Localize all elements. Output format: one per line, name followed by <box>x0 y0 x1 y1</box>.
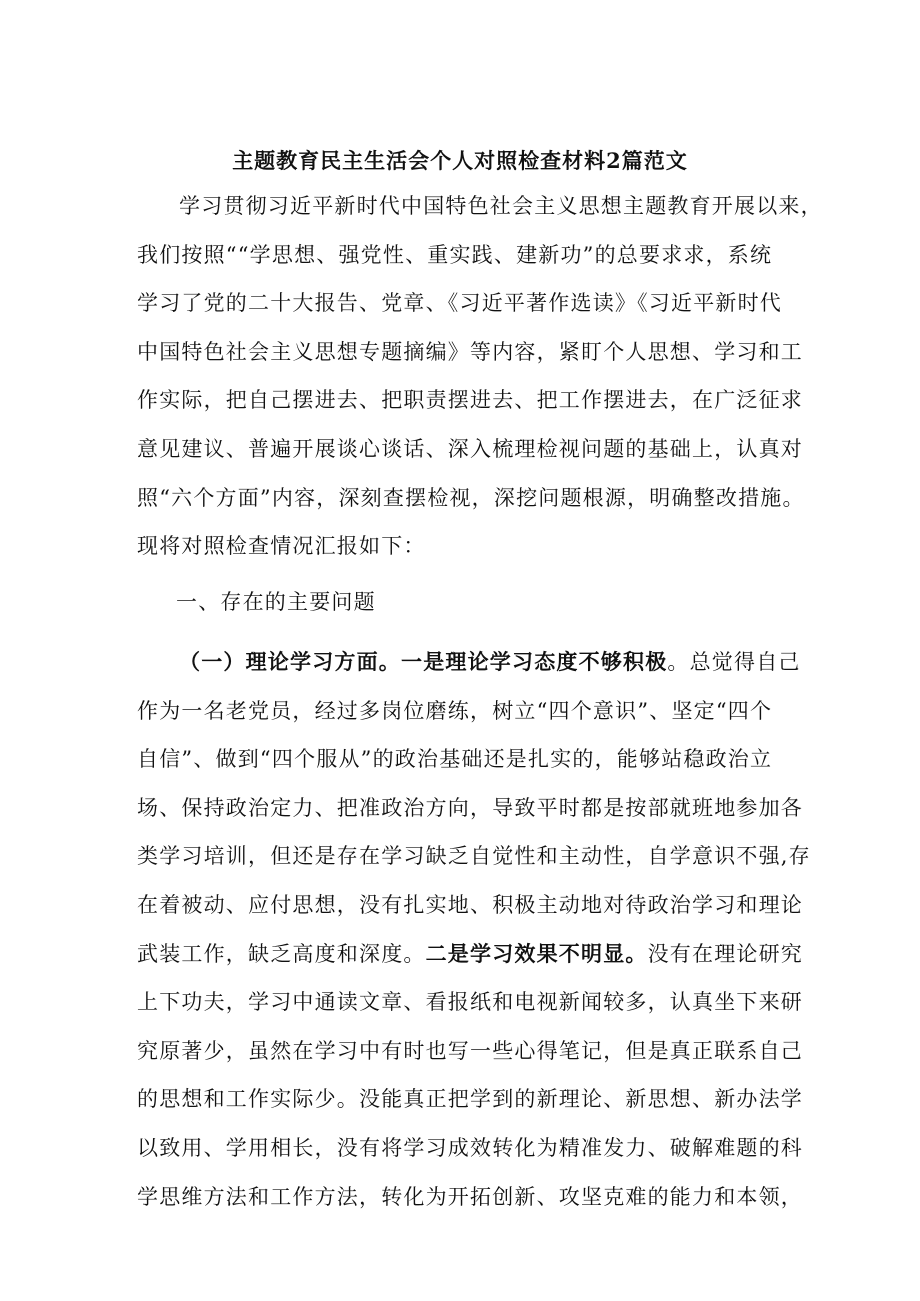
point-title: 一是理论学习态度不够积极 <box>401 649 668 674</box>
paragraph-line: 类学习培训，但还是存在学习缺乏自觉性和主动性，自学意识不强,存 <box>137 844 811 869</box>
theory-study-paragraph <box>137 638 817 1221</box>
paragraph-line: 中国特色社会主义思想专题摘编》等内容，紧盯个人思想、学习和工 <box>137 339 803 364</box>
paragraph-line: 上下功夫，学习中通读文章、看报纸和电视新闻较多，认真坐下来研 <box>137 990 803 1015</box>
paragraph-line: 作为一名老党员，经过多岗位磨练，树立“四个意识”、坚定“四个 <box>137 698 773 723</box>
paragraph-line: 作实际，把自己摆进去、把职责摆进去、把工作摆进去，在广泛征求 <box>137 388 803 413</box>
paragraph-line: 学习了党的二十大报告、党章、《习近平著作选读》《习近平新时代 <box>137 291 782 316</box>
paragraph-line: 学习贯彻习近平新时代中国特色社会主义思想主题教育开展以来， <box>179 194 823 218</box>
point-text: 没有在理论研究 <box>647 941 804 966</box>
point-title: 二是学习效果不明显。 <box>425 940 648 966</box>
paragraph-line: 以致用、学用相长，没有将学习成效转化为精准发力、破解难题的科 <box>137 1135 803 1160</box>
paragraph-line: 意见建议、普遍开展谈心谈话、深入梳理检视问题的基础上，认真对 <box>137 436 803 461</box>
point-text: 武装工作，缺乏高度和深度。 <box>137 941 426 966</box>
subsection-heading: （一）理论学习方面。 <box>179 649 401 674</box>
paragraph-line: 我们按照““学思想、强党性、重实践、建新功”的总要求求，系统 <box>137 242 773 267</box>
paragraph-line: 究原著少，虽然在学习中有时也写一些心得笔记，但是真正联系自己 <box>137 1038 803 1063</box>
paragraph-line <box>137 930 817 979</box>
paragraph-line: 自信”、做到“四个服从”的政治基础还是扎实的，能够站稳政治立 <box>137 747 773 772</box>
paragraph-line <box>137 638 817 687</box>
paragraph-line: 的思想和工作实际少。没能真正把学到的新理论、新思想、新办法学 <box>137 1087 803 1112</box>
paragraph-line: 照“六个方面”内容，深刻查摆检视，深挖问题根源，明确整改措施。 <box>137 485 805 510</box>
intro-paragraph <box>137 182 823 571</box>
point-text: 。总觉得自己 <box>667 650 801 674</box>
paragraph-line: 场、保持政治定力、把准政治方向，导致平时都是按部就班地参加各 <box>137 795 803 820</box>
paragraph-line: 学思维方法和工作方法，转化为开拓创新、攻坚克难的能力和本领， <box>137 1184 803 1209</box>
document-title: 主题教育民主生活会个人对照检查材料2篇范文 <box>232 148 688 173</box>
section-heading: 一、存在的主要问题 <box>176 590 376 614</box>
paragraph-line: 在着被动、应付思想，没有扎实地、积极主动地对待政治学习和理论 <box>137 892 803 917</box>
paragraph-line: 现将对照检查情况汇报如下： <box>137 534 426 559</box>
